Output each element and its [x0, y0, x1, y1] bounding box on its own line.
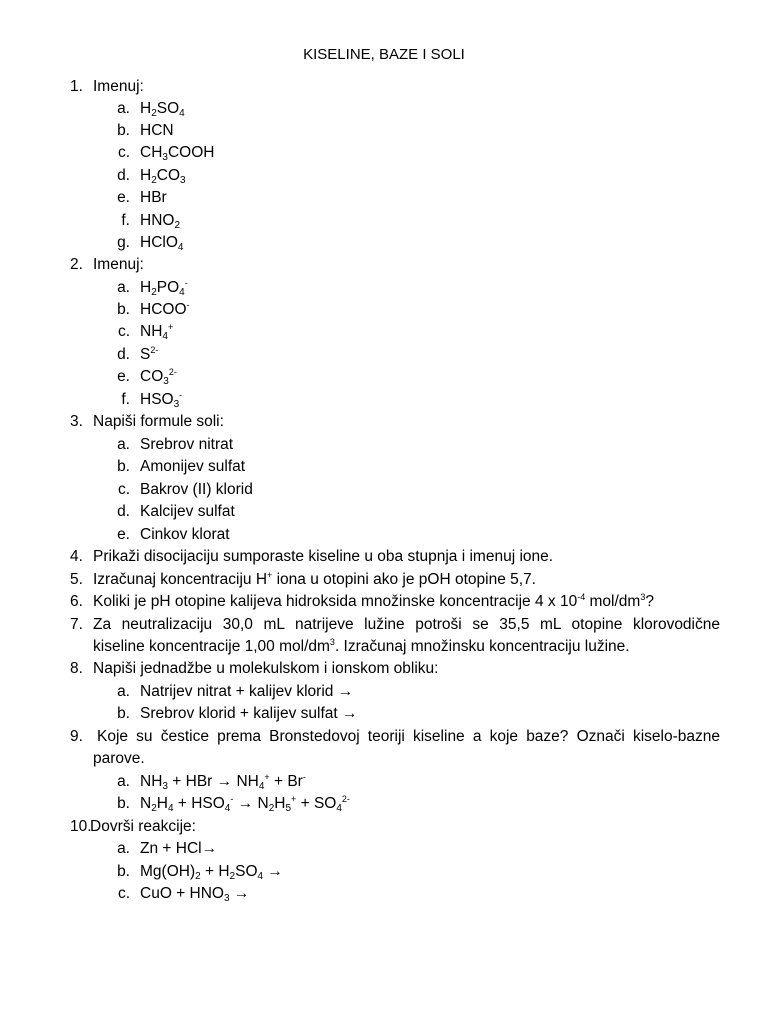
formula: $HNO_2$ — [140, 212, 181, 231]
question-text: Dovrši reakcije: — [90, 818, 196, 835]
question-number: 6. — [70, 593, 83, 610]
question-text-line: kiseline koncentracije 1,00 mol/$dm^3$. Izračunaj množinsku koncentraciju lužine. — [93, 637, 630, 655]
formula: $CH_3COOH$ — [140, 144, 215, 163]
formula: $S^{2-}$ — [140, 345, 159, 363]
question-text: Napiši jednadžbe u molekulskom i ionskom obliku: — [93, 660, 439, 677]
arrow-icon: → — [267, 863, 283, 880]
arrow-icon: → — [216, 773, 233, 790]
equation: Zn + HCl→ — [140, 840, 218, 857]
question-text-line: parove. — [93, 750, 145, 767]
equation: $Mg(OH)_2 + H_2SO_4$ → — [140, 863, 283, 882]
formula: $H_2PO_4^-$ — [140, 278, 188, 298]
question-text: Imenuj: — [93, 256, 144, 273]
question-number: 2. — [70, 256, 83, 273]
question-9 — [70, 726, 720, 770]
formula: $HSO_3^-$ — [140, 390, 183, 410]
formula: $CO_3^{2-}$ — [140, 367, 177, 387]
formula: HClO$_4$ — [140, 234, 184, 253]
question-number: 8. — [70, 660, 83, 677]
question-number: 7. — [70, 616, 83, 633]
question-number: 5. — [70, 571, 83, 588]
arrow-icon: → — [337, 683, 354, 700]
formula: HCOO- — [140, 300, 190, 318]
formula: HBr — [140, 189, 167, 206]
question-number: 10. — [70, 818, 92, 835]
formula: HCN — [140, 122, 174, 139]
question-text: Imenuj: — [93, 78, 144, 95]
question-text: Koliki je pH otopine kalijeva hidroksida množinske koncentracije 4 x $10^{-4}$ mol/$dm^3$? — [93, 592, 654, 610]
question-7 — [70, 614, 720, 658]
arrow-icon: → — [233, 885, 250, 902]
question-text: Prikaži disocijaciju sumporaste kiseline u oba stupnja i imenuj ione. — [93, 548, 554, 565]
question-number: 4. — [70, 548, 83, 565]
equation: CuO + $HNO_3$ → — [140, 885, 250, 904]
arrow-icon: → — [201, 840, 218, 857]
equation: $N_2H_4 + HSO_4^- \to N_2H_5^+ + SO_4^{2-}$ — [140, 794, 350, 814]
arrow-icon: → — [237, 795, 254, 812]
question-text: Izračunaj koncentraciju H+ iona u otopini ako je pOH otopine 5,7. — [93, 570, 536, 588]
formula: $H_2CO_3$ — [140, 167, 186, 186]
page-title: KISELINE, BAZE I SOLI — [303, 46, 465, 63]
arrow-icon: → — [342, 705, 358, 722]
formula: $NH_4^+$ — [140, 322, 174, 342]
question-text: Napiši formule soli: — [93, 413, 224, 430]
formula: $H_2SO_4$ — [140, 100, 185, 119]
equation: $NH_3$ + HBr → $NH_4^+ + Br^-$ — [140, 772, 306, 792]
question-text-line: Koje su čestice prema Bronstedovoj teoriji kiseline a koje baze? Označi kiselo-bazne — [97, 728, 720, 745]
question-number: 1. — [70, 78, 83, 95]
question-text-line: Za neutralizaciju 30,0 mL natrijeve lužine potroši se 35,5 mL otopine klorovodične — [93, 616, 720, 633]
question-number: 9. — [70, 728, 83, 745]
question-number: 3. — [70, 413, 83, 430]
